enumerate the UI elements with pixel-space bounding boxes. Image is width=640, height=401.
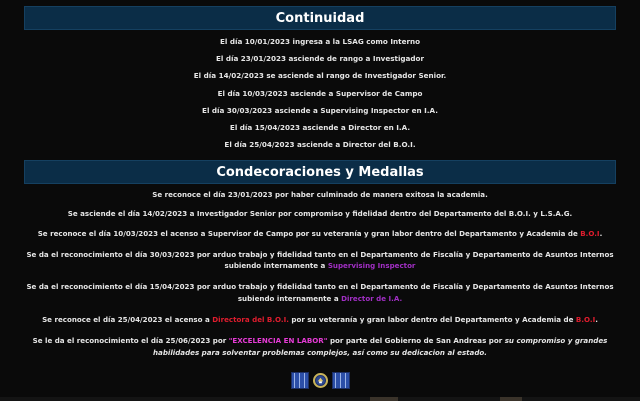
timeline-event: El día 15/04/2023 asciende a Director en I.A. bbox=[229, 122, 411, 132]
award-item bbox=[20, 314, 620, 325]
footer-strip bbox=[0, 397, 640, 401]
continuity-header bbox=[24, 6, 616, 30]
award-text: Se le da el reconocimiento el día 25/06/2023 por bbox=[32, 336, 229, 346]
award-text: por su veteranía y gran labor dentro del Departamento y Academia de bbox=[288, 315, 576, 325]
award-text: su compromiso y grandes habilidades para solventar problemas complejos, así como su dedicacion al estado. bbox=[153, 336, 608, 357]
ribbon-icon bbox=[291, 372, 309, 389]
award-text: Se reconoce el día 10/03/2023 el acenso a Supervisor de Campo por su veteranía y gran labor dentro del Departamento y Academia de bbox=[37, 228, 581, 238]
seal-icon bbox=[313, 373, 328, 388]
timeline-event: El día 10/03/2023 asciende a Supervisor de Campo bbox=[217, 88, 423, 98]
award-text: por parte del Gobierno de San Andreas por bbox=[327, 336, 505, 346]
award-item bbox=[20, 335, 620, 358]
award-highlight: B.O.I bbox=[580, 228, 600, 238]
award-item bbox=[20, 249, 620, 272]
award-highlight: B.O.I bbox=[575, 315, 596, 325]
awards-title: Condecoraciones y Medallas bbox=[216, 164, 424, 180]
timeline-event: El día 25/04/2023 asciende a Director del B.O.I. bbox=[224, 140, 416, 150]
award-text: Se da el reconocimiento el día 30/03/2023 por arduo trabajo y fidelidad tanto en el Departamento de Fiscalía y Departamento de Asuntos Internos subiendo internamente a bbox=[26, 249, 614, 271]
award-highlight: Director de I.A. bbox=[341, 293, 403, 303]
award-item bbox=[20, 228, 620, 239]
timeline-event: El día 23/01/2023 asciende de rango a Investigador bbox=[215, 54, 425, 64]
timeline-event: El día 30/03/2023 asciende a Supervising Inspector en I.A. bbox=[202, 105, 438, 115]
awards-list bbox=[20, 189, 620, 358]
continuity-title: Continuidad bbox=[275, 10, 365, 26]
timeline-event: El día 14/02/2023 se asciende al rango de Investigador Senior. bbox=[193, 71, 447, 81]
award-item bbox=[20, 189, 620, 200]
awards-header bbox=[24, 160, 616, 184]
award-item bbox=[20, 281, 620, 304]
award-text: Se reconoce el día 25/04/2023 el acenso a bbox=[42, 315, 213, 325]
award-highlight: Directora del B.O.I. bbox=[212, 315, 289, 325]
award-text: . bbox=[595, 315, 598, 325]
award-text: Se asciende el día 14/02/2023 a Investigador Senior por compromiso y fidelidad dentro del Departamento del B.O.I. y L.S.A.G. bbox=[67, 209, 573, 219]
award-text: Se da el reconocimiento el día 15/04/2023 por arduo trabajo y fidelidad tanto en el Departamento de Fiscalía y Departamento de Asuntos Internos subiendo internamente a bbox=[26, 282, 614, 303]
award-highlight: "EXCELENCIA EN LABOR" bbox=[228, 336, 328, 346]
medal-row bbox=[0, 372, 640, 389]
timeline-event: El día 10/01/2023 ingresa a la LSAG como Interno bbox=[219, 37, 421, 46]
ribbon-icon bbox=[332, 372, 350, 389]
award-text: Se reconoce el día 23/01/2023 por haber culminado de manera exitosa la academia. bbox=[152, 190, 488, 199]
award-item bbox=[20, 208, 620, 219]
award-text: . bbox=[599, 228, 603, 238]
award-highlight: Supervising Inspector bbox=[327, 261, 416, 271]
continuity-list bbox=[0, 33, 640, 153]
